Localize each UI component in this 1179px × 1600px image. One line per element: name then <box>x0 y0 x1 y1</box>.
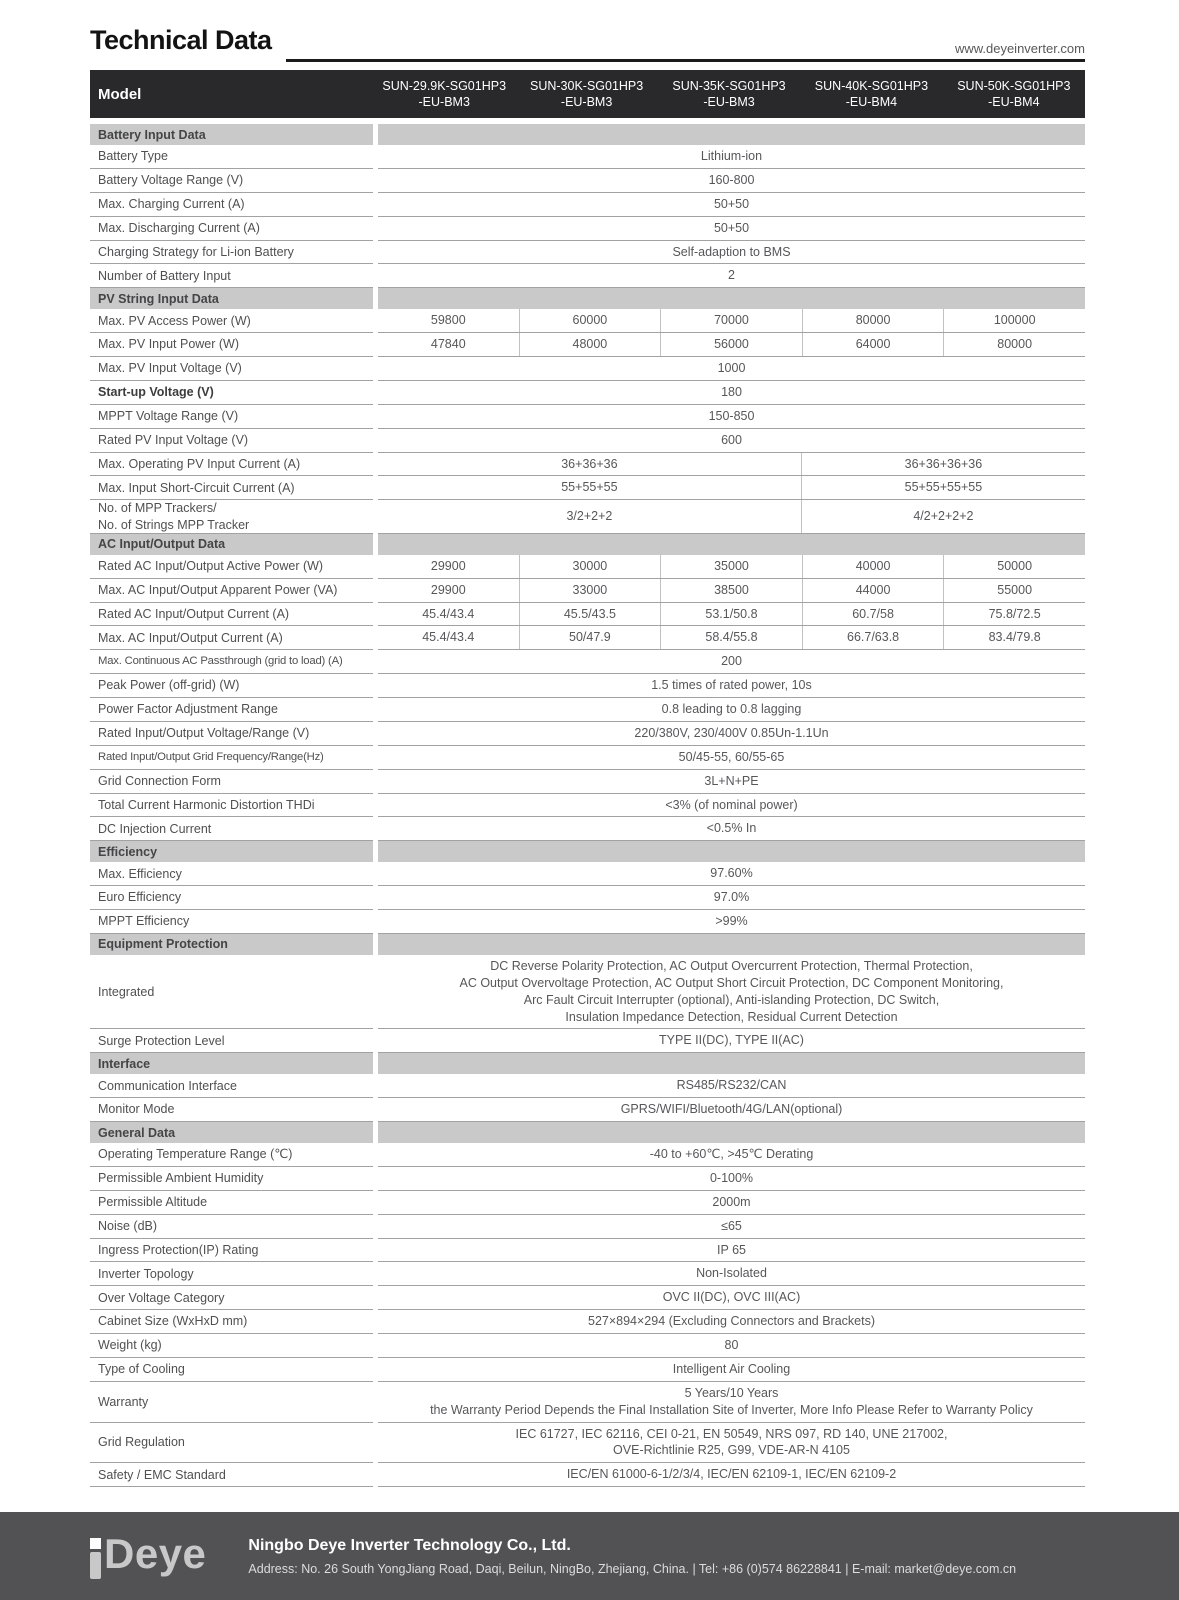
row-values <box>378 817 1085 841</box>
row-values <box>378 579 1085 603</box>
section-header <box>90 1122 1085 1143</box>
row-value: ≤65 <box>721 1218 742 1233</box>
row-value: IP 65 <box>717 1242 746 1257</box>
row-value: 35000 <box>660 555 802 578</box>
page-title: Technical Data <box>90 25 272 55</box>
table-row <box>90 333 1085 357</box>
row-label: Power Factor Adjustment Range <box>90 698 373 722</box>
row-value: 83.4/79.8 <box>943 626 1085 649</box>
row-value: Non-Isolated <box>696 1266 767 1281</box>
table-row <box>90 1167 1085 1191</box>
row-value: 44000 <box>802 579 944 602</box>
row-value: 75.8/72.5 <box>943 603 1085 626</box>
spec-table <box>90 124 1085 1487</box>
table-row <box>90 886 1085 910</box>
table-row <box>90 1098 1085 1122</box>
row-values <box>378 357 1085 381</box>
row-values <box>378 862 1085 886</box>
model-column <box>515 70 657 118</box>
row-values <box>378 1262 1085 1286</box>
table-row <box>90 309 1085 333</box>
row-values <box>378 476 1085 500</box>
table-row <box>90 698 1085 722</box>
table-row <box>90 1310 1085 1334</box>
row-value: 55+55+55 <box>561 480 618 495</box>
row-value: 58.4/55.8 <box>660 626 802 649</box>
row-values <box>378 405 1085 429</box>
row-label: Max. Input Short-Circuit Current (A) <box>90 476 373 500</box>
page-header <box>90 18 1085 62</box>
row-values <box>378 169 1085 193</box>
row-value: 527×894×294 (Excluding Connectors and Brackets) <box>588 1314 875 1329</box>
row-label: Ingress Protection(IP) Rating <box>90 1239 373 1263</box>
row-value: -40 to +60℃, >45℃ Derating <box>649 1147 814 1161</box>
table-row <box>90 770 1085 794</box>
table-row <box>90 674 1085 698</box>
row-label: Warranty <box>90 1382 373 1423</box>
section-header-fill <box>378 534 1085 555</box>
table-row <box>90 626 1085 650</box>
row-values <box>378 145 1085 169</box>
model-name-line1: SUN-29.9K-SG01HP3 <box>382 78 507 93</box>
row-label: Max. AC Input/Output Current (A) <box>90 626 373 650</box>
row-value <box>378 955 1085 1029</box>
row-values <box>378 1239 1085 1263</box>
title-rule <box>286 59 1085 62</box>
row-values <box>378 1382 1085 1423</box>
row-value: 29900 <box>430 558 466 573</box>
section-header-fill <box>378 841 1085 862</box>
row-value: 180 <box>721 384 742 399</box>
table-row <box>90 1191 1085 1215</box>
row-value: 3L+N+PE <box>704 773 759 788</box>
company-address: Address: No. 26 South YongJiang Road, Daqi, Beilun, NingBo, Zhejiang, China. | Tel: +86 (0)574 86228841 | E-mail: market@deye.com.cn <box>248 1561 1017 1576</box>
deye-logo-icon <box>90 1529 207 1579</box>
footer <box>0 1512 1179 1600</box>
row-values <box>378 722 1085 746</box>
website-url: www.deyeinverter.com <box>954 41 1085 56</box>
row-value <box>378 1382 1085 1422</box>
row-values <box>378 794 1085 818</box>
row-value: 60.7/58 <box>802 603 944 626</box>
section-header <box>90 124 1085 145</box>
row-value: 60000 <box>519 309 661 332</box>
model-column <box>800 70 942 118</box>
logo-i-mark <box>90 1538 101 1579</box>
model-name-line2: -EU-BM4 <box>845 95 898 109</box>
table-row <box>90 910 1085 934</box>
logo-wordmark: Deye <box>104 1529 207 1577</box>
row-value: 53.1/50.8 <box>660 603 802 626</box>
table-row <box>90 217 1085 241</box>
row-label: Total Current Harmonic Distortion THDi <box>90 794 373 818</box>
row-values <box>378 1463 1085 1487</box>
row-label: Max. PV Input Power (W) <box>90 333 373 357</box>
row-label: MPPT Efficiency <box>90 910 373 934</box>
row-label: Operating Temperature Range (℃) <box>90 1143 373 1167</box>
section-title: PV String Input Data <box>90 288 373 309</box>
row-label: MPPT Voltage Range (V) <box>90 405 373 429</box>
row-value: 59800 <box>430 313 466 328</box>
table-row <box>90 722 1085 746</box>
table-row <box>90 357 1085 381</box>
row-label: Integrated <box>90 955 373 1030</box>
row-value: 40000 <box>802 555 944 578</box>
row-values <box>378 500 1085 534</box>
row-value: 1000 <box>717 361 746 375</box>
section-title: General Data <box>90 1122 373 1143</box>
row-value: 600 <box>721 432 742 447</box>
table-row <box>90 1463 1085 1487</box>
section-header-fill <box>378 1053 1085 1074</box>
row-value: 0-100% <box>709 1170 754 1185</box>
row-value: 45.4/43.4 <box>422 630 475 645</box>
row-values <box>378 1334 1085 1358</box>
row-value: 50+50 <box>713 196 750 211</box>
row-values <box>378 626 1085 650</box>
table-row <box>90 1382 1085 1423</box>
section-header <box>90 934 1085 955</box>
datasheet-page <box>90 0 1085 1487</box>
row-value: 100000 <box>943 309 1085 332</box>
table-row <box>90 1286 1085 1310</box>
row-label: Communication Interface <box>90 1074 373 1098</box>
row-value: RS485/RS232/CAN <box>676 1078 787 1093</box>
model-name-line1: SUN-50K-SG01HP3 <box>957 78 1071 93</box>
row-value: 2000m <box>712 1194 751 1209</box>
row-values <box>378 429 1085 453</box>
table-row <box>90 241 1085 265</box>
table-row <box>90 476 1085 500</box>
section-header-fill <box>378 124 1085 145</box>
row-value: 55000 <box>943 579 1085 602</box>
row-value: 0.8 leading to 0.8 lagging <box>661 702 802 716</box>
table-row <box>90 862 1085 886</box>
row-value: GPRS/WIFI/Bluetooth/4G/LAN(optional) <box>620 1102 843 1117</box>
row-values <box>378 453 1085 477</box>
section-title: Efficiency <box>90 841 373 862</box>
table-row <box>90 1074 1085 1098</box>
section-header <box>90 288 1085 309</box>
row-label: Max. Discharging Current (A) <box>90 217 373 241</box>
row-value: IEC/EN 61000-6-1/2/3/4, IEC/EN 62109-1, IEC/EN 62109-2 <box>566 1467 897 1482</box>
row-value: 50000 <box>943 555 1085 578</box>
row-value: 38500 <box>660 579 802 602</box>
table-row <box>90 193 1085 217</box>
row-value: 200 <box>721 654 742 669</box>
section-header <box>90 841 1085 862</box>
table-row <box>90 579 1085 603</box>
title-rule-column <box>286 18 1085 62</box>
row-value: 33000 <box>519 579 661 602</box>
row-label: Max. Charging Current (A) <box>90 193 373 217</box>
row-label: Permissible Altitude <box>90 1191 373 1215</box>
table-row <box>90 1215 1085 1239</box>
row-label: DC Injection Current <box>90 817 373 841</box>
row-values <box>378 1358 1085 1382</box>
row-value-line: OVE-Richtlinie R25, G99, VDE-AR-N 4105 <box>613 1443 850 1458</box>
table-row <box>90 650 1085 674</box>
row-label: Start-up Voltage (V) <box>90 381 373 405</box>
table-row <box>90 1334 1085 1358</box>
row-values <box>378 746 1085 770</box>
row-label: Noise (dB) <box>90 1215 373 1239</box>
row-label: Number of Battery Input <box>90 264 373 288</box>
row-label <box>90 500 373 534</box>
row-value: 220/380V, 230/400V 0.85Un-1.1Un <box>634 725 829 740</box>
row-value-line: AC Output Overvoltage Protection, AC Output Short Circuit Protection, DC Component Monitoring, <box>459 975 1004 990</box>
row-label: Rated AC Input/Output Current (A) <box>90 603 373 627</box>
row-label: Max. PV Access Power (W) <box>90 309 373 333</box>
row-values <box>378 1286 1085 1310</box>
row-values <box>378 1029 1085 1053</box>
table-row <box>90 1143 1085 1167</box>
row-values <box>378 309 1085 333</box>
row-label: Type of Cooling <box>90 1358 373 1382</box>
row-value: 4/2+2+2+2 <box>801 500 1085 533</box>
row-value: 97.60% <box>710 866 753 881</box>
table-row <box>90 1358 1085 1382</box>
row-values <box>378 1098 1085 1122</box>
model-name-line2: -EU-BM4 <box>988 95 1040 109</box>
company-info <box>248 1537 1016 1576</box>
row-label: Rated PV Input Voltage (V) <box>90 429 373 453</box>
row-values <box>378 264 1085 288</box>
table-row <box>90 746 1085 770</box>
row-value: 50+50 <box>713 220 750 235</box>
row-label: Peak Power (off-grid) (W) <box>90 674 373 698</box>
row-label: Over Voltage Category <box>90 1286 373 1310</box>
row-label: Euro Efficiency <box>90 886 373 910</box>
model-column <box>943 70 1085 118</box>
row-value: 160-800 <box>708 172 755 187</box>
row-label: Inverter Topology <box>90 1262 373 1286</box>
row-label: Max. AC Input/Output Apparent Power (VA) <box>90 579 373 603</box>
row-value: Self-adaption to BMS <box>672 244 791 259</box>
row-values <box>378 650 1085 674</box>
row-value: 56000 <box>660 333 802 356</box>
row-values <box>378 217 1085 241</box>
row-values <box>378 1310 1085 1334</box>
row-label: Surge Protection Level <box>90 1029 373 1053</box>
table-row <box>90 264 1085 288</box>
row-values <box>378 333 1085 357</box>
row-values <box>378 603 1085 627</box>
row-value-line: the Warranty Period Depends the Final Installation Site of Inverter, More Info Please Refer to Warranty Policy <box>430 1402 1033 1417</box>
row-values <box>378 1143 1085 1167</box>
row-value: >99% <box>715 914 748 928</box>
row-value: 2 <box>728 268 735 283</box>
row-value: 48000 <box>519 333 661 356</box>
row-values <box>378 1167 1085 1191</box>
row-value-line: DC Reverse Polarity Protection, AC Output Overcurrent Protection, Thermal Protection, <box>490 958 973 973</box>
model-column <box>373 70 515 118</box>
row-value: 36+36+36 <box>561 456 618 471</box>
row-label: Rated Input/Output Voltage/Range (V) <box>90 722 373 746</box>
section-header-fill <box>378 1122 1085 1143</box>
section-header <box>90 534 1085 555</box>
table-row <box>90 429 1085 453</box>
row-value: 80000 <box>943 333 1085 356</box>
row-value: 150-850 <box>708 408 755 423</box>
row-values <box>378 1191 1085 1215</box>
section-title: Equipment Protection <box>90 934 373 955</box>
row-values <box>378 955 1085 1030</box>
row-values <box>378 381 1085 405</box>
row-value: 80000 <box>802 309 944 332</box>
row-value: 55+55+55+55 <box>801 476 1085 499</box>
row-label-line: No. of MPP Trackers/ <box>98 501 217 516</box>
row-value-line: Arc Fault Circuit Interrupter (optional), Anti-islanding Protection, DC Switch, <box>523 992 940 1007</box>
table-row <box>90 955 1085 1030</box>
row-values <box>378 241 1085 265</box>
row-values <box>378 555 1085 579</box>
section-header-fill <box>378 934 1085 955</box>
row-value: 66.7/63.8 <box>802 626 944 649</box>
row-label: Charging Strategy for Li-ion Battery <box>90 241 373 265</box>
model-label: Model <box>98 85 142 103</box>
section-title: AC Input/Output Data <box>90 534 373 555</box>
row-label: Weight (kg) <box>90 1334 373 1358</box>
table-row <box>90 405 1085 429</box>
row-value: 97.0% <box>713 890 750 905</box>
row-value: Intelligent Air Cooling <box>672 1361 791 1376</box>
row-label: Max. Continuous AC Passthrough (grid to load) (A) <box>90 650 373 674</box>
model-columns <box>373 70 1085 118</box>
row-value-line: IEC 61727, IEC 62116, CEI 0-21, EN 50549, NRS 097, RD 140, UNE 217002, <box>515 1426 948 1441</box>
row-value: 36+36+36+36 <box>801 453 1085 476</box>
row-values <box>378 193 1085 217</box>
model-name-line2: -EU-BM3 <box>703 95 755 109</box>
row-value: <3% (of nominal power) <box>665 797 798 812</box>
row-label: Monitor Mode <box>90 1098 373 1122</box>
company-name: Ningbo Deye Inverter Technology Co., Ltd. <box>248 1536 571 1554</box>
row-value: 30000 <box>519 555 661 578</box>
table-row <box>90 555 1085 579</box>
logo-i-dot <box>90 1538 101 1549</box>
table-row <box>90 500 1085 534</box>
row-value: 70000 <box>660 309 802 332</box>
model-name-line1: SUN-40K-SG01HP3 <box>814 78 929 93</box>
section-header-fill <box>378 288 1085 309</box>
row-values <box>378 698 1085 722</box>
row-value: 45.5/43.5 <box>519 603 661 626</box>
row-values <box>378 886 1085 910</box>
row-label-line: No. of Strings MPP Tracker <box>98 517 250 532</box>
row-value <box>378 1423 1085 1463</box>
row-value-line: 5 Years/10 Years <box>684 1385 779 1400</box>
section-title: Battery Input Data <box>90 124 373 145</box>
row-value: OVC II(DC), OVC III(AC) <box>662 1290 801 1305</box>
model-name-line2: -EU-BM3 <box>560 95 613 109</box>
table-row <box>90 1423 1085 1464</box>
table-row <box>90 817 1085 841</box>
table-row <box>90 453 1085 477</box>
row-value: 50/47.9 <box>519 626 661 649</box>
table-row <box>90 1029 1085 1053</box>
table-row <box>90 381 1085 405</box>
row-label: Safety / EMC Standard <box>90 1463 373 1487</box>
row-label: Rated Input/Output Grid Frequency/Range(Hz) <box>90 746 373 770</box>
row-values <box>378 1074 1085 1098</box>
row-value: TYPE II(DC), TYPE II(AC) <box>659 1033 804 1048</box>
row-values <box>378 910 1085 934</box>
table-row <box>90 1262 1085 1286</box>
row-value: 45.4/43.4 <box>422 606 475 621</box>
model-column <box>658 70 800 118</box>
row-label: Permissible Ambient Humidity <box>90 1167 373 1191</box>
row-value-line: Insulation Impedance Detection, Residual Current Detection <box>565 1009 898 1024</box>
row-label: Battery Type <box>90 145 373 169</box>
table-row <box>90 145 1085 169</box>
row-label: Grid Connection Form <box>90 770 373 794</box>
model-name-line1: SUN-30K-SG01HP3 <box>529 78 644 93</box>
row-label: Max. PV Input Voltage (V) <box>90 357 373 381</box>
section-header <box>90 1053 1085 1074</box>
model-header-row <box>90 70 1085 118</box>
table-row <box>90 603 1085 627</box>
row-label: Battery Voltage Range (V) <box>90 169 373 193</box>
model-name-line2: -EU-BM3 <box>418 95 470 109</box>
row-value: 64000 <box>802 333 944 356</box>
table-row <box>90 169 1085 193</box>
row-values <box>378 1423 1085 1464</box>
row-value: 1.5 times of rated power, 10s <box>651 678 812 693</box>
row-value: 3/2+2+2 <box>566 509 613 524</box>
row-values <box>378 770 1085 794</box>
row-label: Rated AC Input/Output Active Power (W) <box>90 555 373 579</box>
row-value: Lithium-ion <box>700 149 763 163</box>
section-title: Interface <box>90 1053 373 1074</box>
row-value: <0.5% In <box>706 821 757 836</box>
row-value: 50/45-55, 60/55-65 <box>678 749 785 764</box>
model-name-line1: SUN-35K-SG01HP3 <box>672 78 786 93</box>
row-value: 80 <box>724 1338 739 1352</box>
row-value: 29900 <box>430 582 466 597</box>
row-values <box>378 1215 1085 1239</box>
table-row <box>90 794 1085 818</box>
row-label: Grid Regulation <box>90 1423 373 1464</box>
row-label: Max. Efficiency <box>90 862 373 886</box>
row-label: Max. Operating PV Input Current (A) <box>90 453 373 477</box>
row-value: 47840 <box>430 337 466 352</box>
table-row <box>90 1239 1085 1263</box>
logo-i-stem <box>90 1552 101 1579</box>
row-label: Cabinet Size (WxHxD mm) <box>90 1310 373 1334</box>
row-values <box>378 674 1085 698</box>
